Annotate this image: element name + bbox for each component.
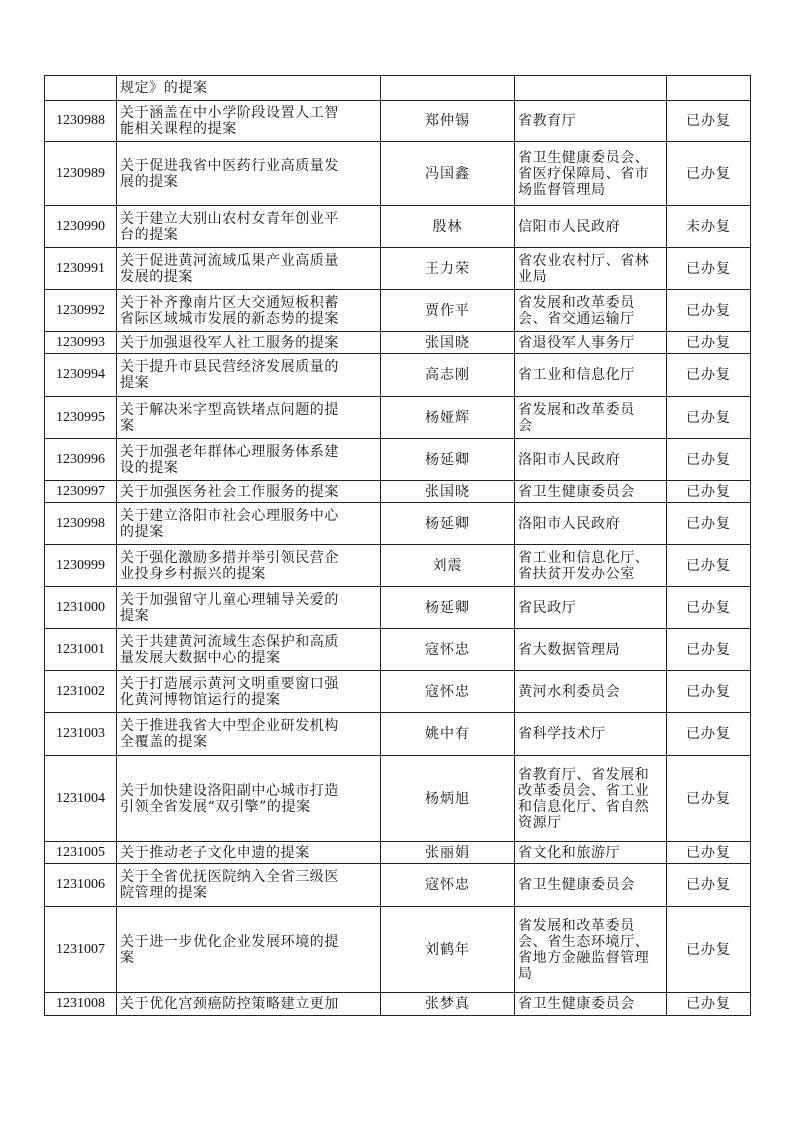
proposer-cell: 杨延卿 <box>381 587 515 629</box>
proposal-title-cell <box>117 248 381 290</box>
proposal-title-cell-line: 关于全省优抚医院纳入全省三级医 <box>120 869 339 885</box>
proposal-title-cell-line: 台的提案 <box>120 226 179 243</box>
proposal-title-cell-line: 院管理的提案 <box>120 885 208 901</box>
proposal-title-cell <box>117 842 381 864</box>
table-row <box>45 993 751 1016</box>
handling-department-cell-line: 省卫生健康委员会 <box>518 877 635 893</box>
proposal-title-cell <box>117 101 381 142</box>
table-row <box>45 907 751 993</box>
proposal-title-cell <box>117 713 381 756</box>
proposer-cell: 杨延卿 <box>381 439 515 481</box>
handling-department-cell <box>515 439 667 481</box>
proposal-title-cell-line: 提案 <box>120 375 150 391</box>
proposal-title-cell-line: 省际区域城市发展的新态势的提案 <box>120 310 339 327</box>
handling-department-cell-line: 省科学技术厅 <box>518 726 606 742</box>
proposal-title-cell <box>117 993 381 1016</box>
proposer-cell: 寇怀忠 <box>381 629 515 671</box>
proposal-id-cell: 1230997 <box>45 481 117 503</box>
proposer-cell: 姚中有 <box>381 713 515 756</box>
status-cell: 已办复 <box>667 545 751 587</box>
handling-department-cell-line: 省卫生健康委员会 <box>518 483 635 500</box>
proposal-title-cell-line: 关于共建黄河流域生态保护和高质 <box>120 633 339 650</box>
proposer-cell: 高志刚 <box>381 354 515 397</box>
proposal-table-body <box>45 76 751 1016</box>
proposal-id-cell <box>45 76 117 101</box>
status-cell: 已办复 <box>667 993 751 1016</box>
proposal-title-cell <box>117 76 381 101</box>
handling-department-cell-line: 洛阳市人民政府 <box>518 515 621 532</box>
proposal-id-cell: 1231004 <box>45 756 117 842</box>
table-row <box>45 545 751 587</box>
handling-department-cell-line: 和信息化厅、省自然 <box>518 798 650 815</box>
proposal-id-cell: 1230988 <box>45 101 117 142</box>
proposal-title-cell-line: 关于建立洛阳市社会心理服务中心 <box>120 507 339 524</box>
proposal-title-cell-line: 展的提案 <box>120 173 179 190</box>
status-cell: 已办复 <box>667 332 751 354</box>
handling-department-cell <box>515 503 667 545</box>
proposer-cell: 张国晓 <box>381 481 515 503</box>
handling-department-cell-line: 省退役军人事务厅 <box>518 334 635 351</box>
proposal-id-cell: 1231008 <box>45 993 117 1016</box>
proposal-id-cell: 1230995 <box>45 397 117 439</box>
proposal-title-cell-line: 全覆盖的提案 <box>120 734 208 750</box>
table-row <box>45 354 751 397</box>
proposer-cell: 张梦真 <box>381 993 515 1016</box>
proposal-title-cell-line: 引领全省发展“双引擎”的提案 <box>120 798 311 815</box>
proposal-id-cell: 1230990 <box>45 206 117 248</box>
table-row <box>45 629 751 671</box>
handling-department-cell <box>515 354 667 397</box>
handling-department-cell <box>515 545 667 587</box>
proposal-id-cell: 1231007 <box>45 907 117 993</box>
proposal-id-cell: 1231002 <box>45 671 117 713</box>
proposal-title-cell <box>117 756 381 842</box>
proposer-cell: 张丽娟 <box>381 842 515 864</box>
handling-department-cell <box>515 671 667 713</box>
handling-department-cell-line: 黄河水利委员会 <box>518 683 621 700</box>
handling-department-cell-line: 省卫生健康委员会 <box>518 996 635 1012</box>
proposal-title-cell <box>117 545 381 587</box>
proposal-id-cell: 1230989 <box>45 142 117 206</box>
table-row <box>45 248 751 290</box>
proposal-title-cell-line: 关于涵盖在中小学阶段设置人工智 <box>120 105 339 121</box>
proposal-id-cell: 1231001 <box>45 629 117 671</box>
handling-department-cell <box>515 713 667 756</box>
proposal-title-cell-line: 业投身乡村振兴的提案 <box>120 565 266 582</box>
proposal-title-cell-line: 关于打造展示黄河文明重要窗口强 <box>120 675 339 692</box>
handling-department-cell-line: 会 <box>518 417 533 434</box>
proposal-id-cell: 1230996 <box>45 439 117 481</box>
table-row <box>45 206 751 248</box>
proposal-title-cell-line: 关于促进黄河流域瓜果产业高质量 <box>120 252 339 269</box>
table-row <box>45 397 751 439</box>
table-row <box>45 142 751 206</box>
proposer-cell: 冯国鑫 <box>381 142 515 206</box>
status-cell: 已办复 <box>667 713 751 756</box>
status-cell: 已办复 <box>667 503 751 545</box>
table-row <box>45 332 751 354</box>
proposer-cell: 杨娅辉 <box>381 397 515 439</box>
proposer-cell: 郑仲锡 <box>381 101 515 142</box>
handling-department-cell-line: 省发展和改革委员 <box>518 917 635 934</box>
status-cell: 已办复 <box>667 481 751 503</box>
handling-department-cell <box>515 629 667 671</box>
handling-department-cell-line: 省医疗保障局、省市 <box>518 165 650 182</box>
table-row <box>45 439 751 481</box>
proposal-title-cell <box>117 671 381 713</box>
handling-department-cell-line: 信阳市人民政府 <box>518 218 621 235</box>
proposal-id-cell: 1230998 <box>45 503 117 545</box>
handling-department-cell-line: 省扶贫开发办公室 <box>518 565 635 582</box>
proposal-title-cell <box>117 354 381 397</box>
handling-department-cell <box>515 481 667 503</box>
proposal-title-cell-line: 关于建立大别山农村女青年创业平 <box>120 210 339 227</box>
proposal-title-cell <box>117 142 381 206</box>
handling-department-cell <box>515 332 667 354</box>
proposer-cell: 贾作平 <box>381 290 515 332</box>
table-row <box>45 481 751 503</box>
proposal-title-cell-line: 量发展大数据中心的提案 <box>120 649 281 666</box>
handling-department-cell-line: 省大数据管理局 <box>518 641 621 658</box>
handling-department-cell-line: 场监督管理局 <box>518 181 606 198</box>
proposer-cell: 杨延卿 <box>381 503 515 545</box>
proposal-title-cell <box>117 332 381 354</box>
status-cell: 已办复 <box>667 290 751 332</box>
proposal-title-cell-line: 提案 <box>120 607 150 624</box>
proposal-id-cell: 1230993 <box>45 332 117 354</box>
status-cell: 已办复 <box>667 397 751 439</box>
handling-department-cell <box>515 290 667 332</box>
status-cell: 已办复 <box>667 842 751 864</box>
handling-department-cell-line: 资源厅 <box>518 814 562 831</box>
proposal-title-cell-line: 关于推动老子文化申遗的提案 <box>120 844 310 861</box>
handling-department-cell-line: 省教育厅、省发展和 <box>518 766 650 783</box>
proposal-id-cell: 1230991 <box>45 248 117 290</box>
status-cell: 已办复 <box>667 142 751 206</box>
proposal-title-cell-line: 的提案 <box>120 523 164 540</box>
proposal-title-cell-line: 关于加强医务社会工作服务的提案 <box>120 483 339 500</box>
proposal-title-cell-line: 关于进一步优化企业发展环境的提 <box>120 933 339 950</box>
proposal-title-cell <box>117 290 381 332</box>
table-row <box>45 842 751 864</box>
proposal-id-cell: 1231003 <box>45 713 117 756</box>
handling-department-cell-line: 省发展和改革委员 <box>518 294 635 311</box>
status-cell: 已办复 <box>667 756 751 842</box>
status-cell <box>667 76 751 101</box>
table-row <box>45 587 751 629</box>
handling-department-cell-line: 洛阳市人民政府 <box>518 451 621 468</box>
handling-department-cell-line: 局 <box>518 965 533 982</box>
proposal-title-cell-line: 化黄河博物馆运行的提案 <box>120 691 281 708</box>
proposal-title-cell-line: 关于优化宫颈癌防控策略建立更加 <box>120 996 339 1012</box>
proposer-cell: 杨炳旭 <box>381 756 515 842</box>
proposal-id-cell: 1231006 <box>45 864 117 907</box>
proposer-cell <box>381 76 515 101</box>
status-cell: 已办复 <box>667 864 751 907</box>
proposal-id-cell: 1230992 <box>45 290 117 332</box>
table-row <box>45 756 751 842</box>
proposal-title-cell-line: 关于提升市县民营经济发展质量的 <box>120 359 339 375</box>
handling-department-cell-line: 省发展和改革委员 <box>518 401 635 418</box>
proposal-title-cell-line: 设的提案 <box>120 459 179 476</box>
handling-department-cell <box>515 206 667 248</box>
table-row <box>45 76 751 101</box>
proposal-title-cell <box>117 587 381 629</box>
handling-department-cell-line: 省工业和信息化厅、 <box>518 549 650 566</box>
table-row <box>45 101 751 142</box>
proposal-title-cell <box>117 907 381 993</box>
status-cell: 已办复 <box>667 907 751 993</box>
handling-department-cell-line: 会、省生态环境厅、 <box>518 933 650 950</box>
handling-department-cell-line: 省工业和信息化厅 <box>518 367 635 383</box>
status-cell: 已办复 <box>667 248 751 290</box>
proposer-cell: 寇怀忠 <box>381 864 515 907</box>
proposal-title-cell-line: 关于补齐豫南片区大交通短板积蓄 <box>120 294 339 311</box>
status-cell: 已办复 <box>667 587 751 629</box>
proposal-title-cell-line: 关于强化激励多措并举引领民营企 <box>120 549 339 566</box>
proposal-title-cell <box>117 481 381 503</box>
proposer-cell: 刘震 <box>381 545 515 587</box>
table-row <box>45 713 751 756</box>
proposal-title-cell-line: 关于加强退役军人社工服务的提案 <box>120 334 339 351</box>
proposal-id-cell: 1230994 <box>45 354 117 397</box>
proposal-title-cell-line: 案 <box>120 949 135 966</box>
proposal-title-cell <box>117 864 381 907</box>
proposal-title-cell-line: 关于加强留守儿童心理辅导关爱的 <box>120 591 339 608</box>
handling-department-cell-line: 会、省交通运输厅 <box>518 310 635 327</box>
proposal-table <box>44 75 751 1016</box>
handling-department-cell-line: 省文化和旅游厅 <box>518 844 621 861</box>
table-row <box>45 503 751 545</box>
handling-department-cell <box>515 587 667 629</box>
status-cell: 已办复 <box>667 629 751 671</box>
status-cell: 未办复 <box>667 206 751 248</box>
status-cell: 已办复 <box>667 354 751 397</box>
table-row <box>45 864 751 907</box>
proposal-title-cell <box>117 397 381 439</box>
proposal-title-cell-line: 规定》的提案 <box>120 80 208 96</box>
proposal-id-cell: 1230999 <box>45 545 117 587</box>
table-row <box>45 671 751 713</box>
handling-department-cell-line: 省地方金融监督管理 <box>518 949 650 966</box>
handling-department-cell <box>515 76 667 101</box>
status-cell: 已办复 <box>667 101 751 142</box>
proposer-cell: 王力荣 <box>381 248 515 290</box>
handling-department-cell-line: 省民政厅 <box>518 599 577 616</box>
proposal-title-cell-line: 发展的提案 <box>120 268 193 285</box>
handling-department-cell <box>515 142 667 206</box>
proposal-title-cell-line: 能相关课程的提案 <box>120 121 237 137</box>
proposal-title-cell <box>117 629 381 671</box>
handling-department-cell-line: 改革委员会、省工业 <box>518 782 650 799</box>
handling-department-cell <box>515 101 667 142</box>
handling-department-cell <box>515 248 667 290</box>
status-cell: 已办复 <box>667 439 751 481</box>
proposal-title-cell <box>117 439 381 481</box>
handling-department-cell-line: 省农业农村厅、省林 <box>518 252 650 269</box>
status-cell: 已办复 <box>667 671 751 713</box>
handling-department-cell <box>515 842 667 864</box>
proposal-title-cell <box>117 206 381 248</box>
handling-department-cell <box>515 907 667 993</box>
proposal-id-cell: 1231000 <box>45 587 117 629</box>
proposer-cell: 寇怀忠 <box>381 671 515 713</box>
handling-department-cell <box>515 993 667 1016</box>
handling-department-cell <box>515 756 667 842</box>
handling-department-cell-line: 业局 <box>518 268 548 285</box>
handling-department-cell <box>515 864 667 907</box>
proposal-title-cell <box>117 503 381 545</box>
handling-department-cell-line: 省卫生健康委员会、 <box>518 149 650 166</box>
handling-department-cell-line: 省教育厅 <box>518 113 577 129</box>
proposal-title-cell-line: 关于解决米字型高铁堵点问题的提 <box>120 401 339 418</box>
proposal-title-cell-line: 关于加快建设洛阳副中心城市打造 <box>120 782 339 799</box>
proposer-cell: 张国晓 <box>381 332 515 354</box>
proposal-id-cell: 1231005 <box>45 842 117 864</box>
proposal-title-cell-line: 关于促进我省中医药行业高质量发 <box>120 157 339 174</box>
proposal-title-cell-line: 关于推进我省大中型企业研发机构 <box>120 718 339 734</box>
handling-department-cell <box>515 397 667 439</box>
proposer-cell: 殷林 <box>381 206 515 248</box>
proposer-cell: 刘鹤年 <box>381 907 515 993</box>
proposal-title-cell-line: 案 <box>120 417 135 434</box>
table-row <box>45 290 751 332</box>
proposal-title-cell-line: 关于加强老年群体心理服务体系建 <box>120 443 339 460</box>
